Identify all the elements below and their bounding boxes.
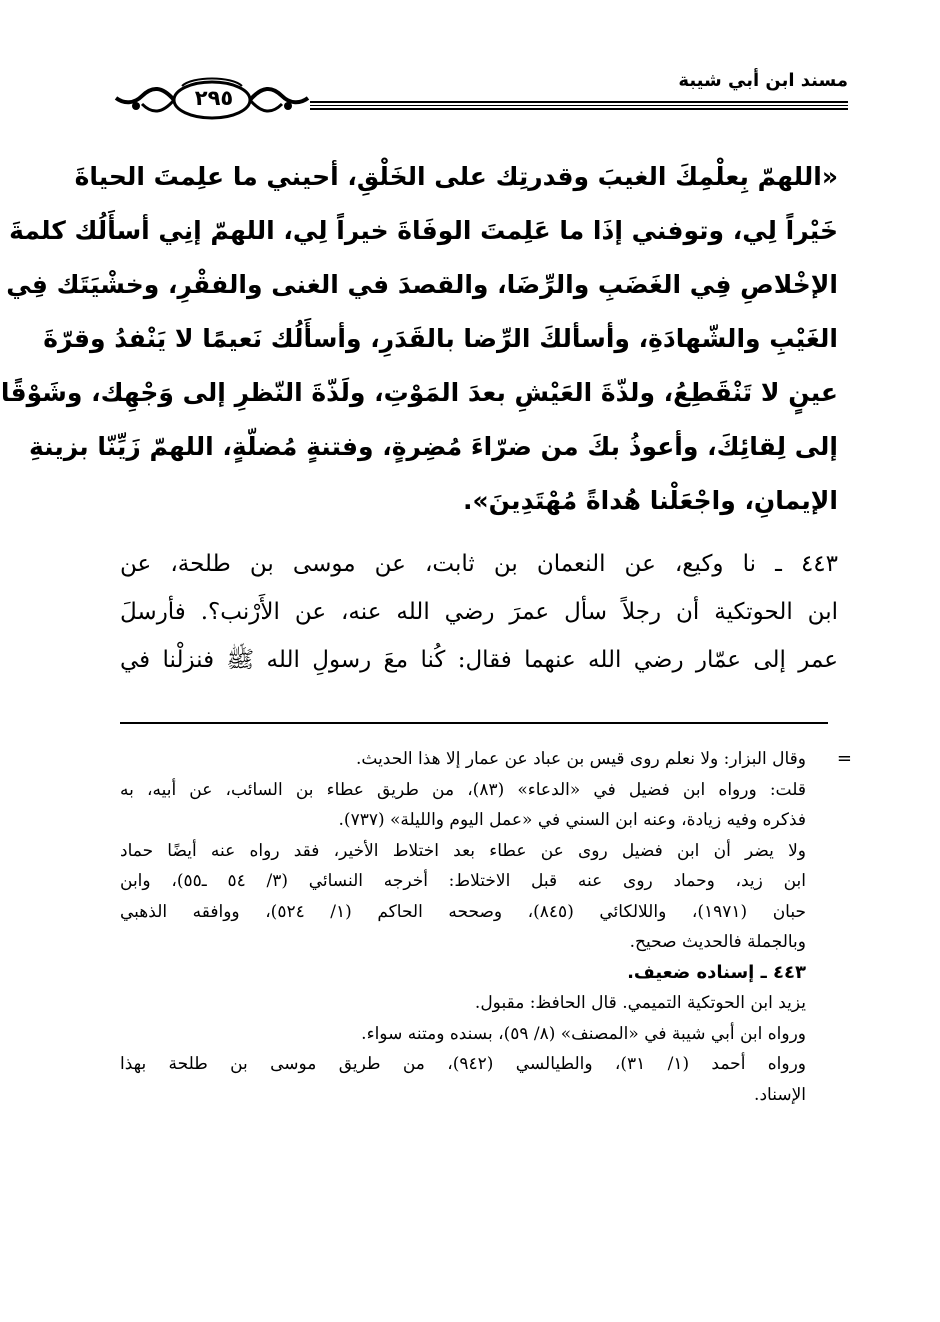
page-number: ٢٩٥ bbox=[194, 86, 234, 110]
text-line: «اللهمّ بِعلْمِكَ الغيبَ وقدرتِك على الخَلْقِ، أحيني ما علِمتَ الحياةَ bbox=[74, 162, 838, 191]
footnote-line: ورواه ابن أبي شيبة في «المصنف» (٨/ ٥٩)، بسنده ومتنه سواء. bbox=[361, 1023, 806, 1044]
text-line: الإخْلاصِ فِي الغَضَبِ والرِّضَا، والقصدَ في الغنى والفقْرِ، وخشْيَتَك فِي bbox=[6, 270, 838, 299]
text-line: الإيمانِ، واجْعَلْنا هُداةً مُهْتَدِينَ». bbox=[463, 486, 838, 515]
footnote-divider bbox=[120, 722, 828, 724]
footnote-line: ابن زيد، وحماد روى عنه قبل الاختلاط: أخرجه النسائي (٣/ ٥٤ ـ٥٥)، وابن bbox=[120, 871, 806, 891]
running-title: مسند ابن أبي شيبة bbox=[678, 70, 848, 91]
hadith-line: ٤٤٣ ـ نا وكيع، عن النعمان بن ثابت، عن موسى بن طلحة، عن bbox=[120, 551, 838, 577]
hadith-line: ابن الحوتكية أن رجلاً سأل عمرَ رضي الله عنه، عن الأَرْنب؟. فأرسلَ bbox=[120, 599, 838, 625]
text-line: إلى لِقائِكَ، وأعوذُ بكَ من ضرّاءَ مُضِرةٍ، وفتنةٍ مُضلّةٍ، اللهمّ زَيِّنّا بزينةِ bbox=[28, 432, 838, 461]
footnote-line: وبالجملة فالحديث صحيح. bbox=[629, 932, 806, 952]
footnote-line: فذكره وفيه زيادة، وعنه ابن السني في «عمل اليوم والليلة» (٧٣٧). bbox=[338, 810, 806, 830]
footnotes bbox=[120, 744, 806, 1110]
footnote-line: قلت: ورواه ابن فضيل في «الدعاء» (٨٣)، من طريق عطاء بن السائب، عن أبيه، به bbox=[120, 779, 806, 800]
footnote-continuation-mark: = bbox=[836, 748, 852, 769]
footnote-line: ولا يضر أن ابن فضيل روى عن عطاء بعد اختلاط الأخير، فقد رواه عنه أيضًا حماد bbox=[120, 840, 806, 861]
text-line: عينٍ لا تَنْقَطِعُ، ولذّةَ العَيْشِ بعدَ المَوْتِ، ولَذّةَ النّظرِ إلى وَجْهِك، وشَوْقًا bbox=[0, 378, 838, 407]
header-rule bbox=[310, 101, 848, 110]
footnote-line: الإسناد. bbox=[754, 1084, 806, 1105]
footnote-line: يزيد ابن الحوتكية التميمي. قال الحافظ: مقبول. bbox=[474, 993, 806, 1013]
hadith-443 bbox=[120, 540, 838, 684]
footnote-line: وقال البزار: ولا نعلم روى قيس بن عباد عن عمار إلا هذا الحديث. bbox=[355, 749, 806, 769]
footnote-line: حبان (١٩٧١)، واللالكائي (٨٤٥)، وصححه الحاكم (١/ ٥٢٤)، ووافقه الذهبي bbox=[120, 901, 806, 922]
main-text bbox=[0, 150, 838, 528]
footnote-line: ورواه أحمد (١/ ٣١)، والطيالسي (٩٤٢)، من طريق موسى بن طلحة بهذا bbox=[120, 1054, 806, 1074]
hadith-line: عمر إلى عمّار رضي الله عنهما فقال: كُنا معَ رسولِ الله ﷺ فنزلْنا في bbox=[120, 647, 838, 673]
text-line: الغَيْبِ والشّهادَةِ، وأسألكَ الرِّضا بالقَدَرِ، وأسأَلُك نَعيمًا لا يَنْفدُ وقرّةَ bbox=[43, 324, 838, 353]
footnote-heading: ٤٤٣ ـ إسناده ضعيف. bbox=[627, 961, 806, 983]
text-line: خَيْراً لِي، وتوفني إذَا ما عَلِمتَ الوفَاةَ خيراً لِي، اللهمّ إنِي أسأَلُك كلمةَ bbox=[9, 216, 838, 245]
